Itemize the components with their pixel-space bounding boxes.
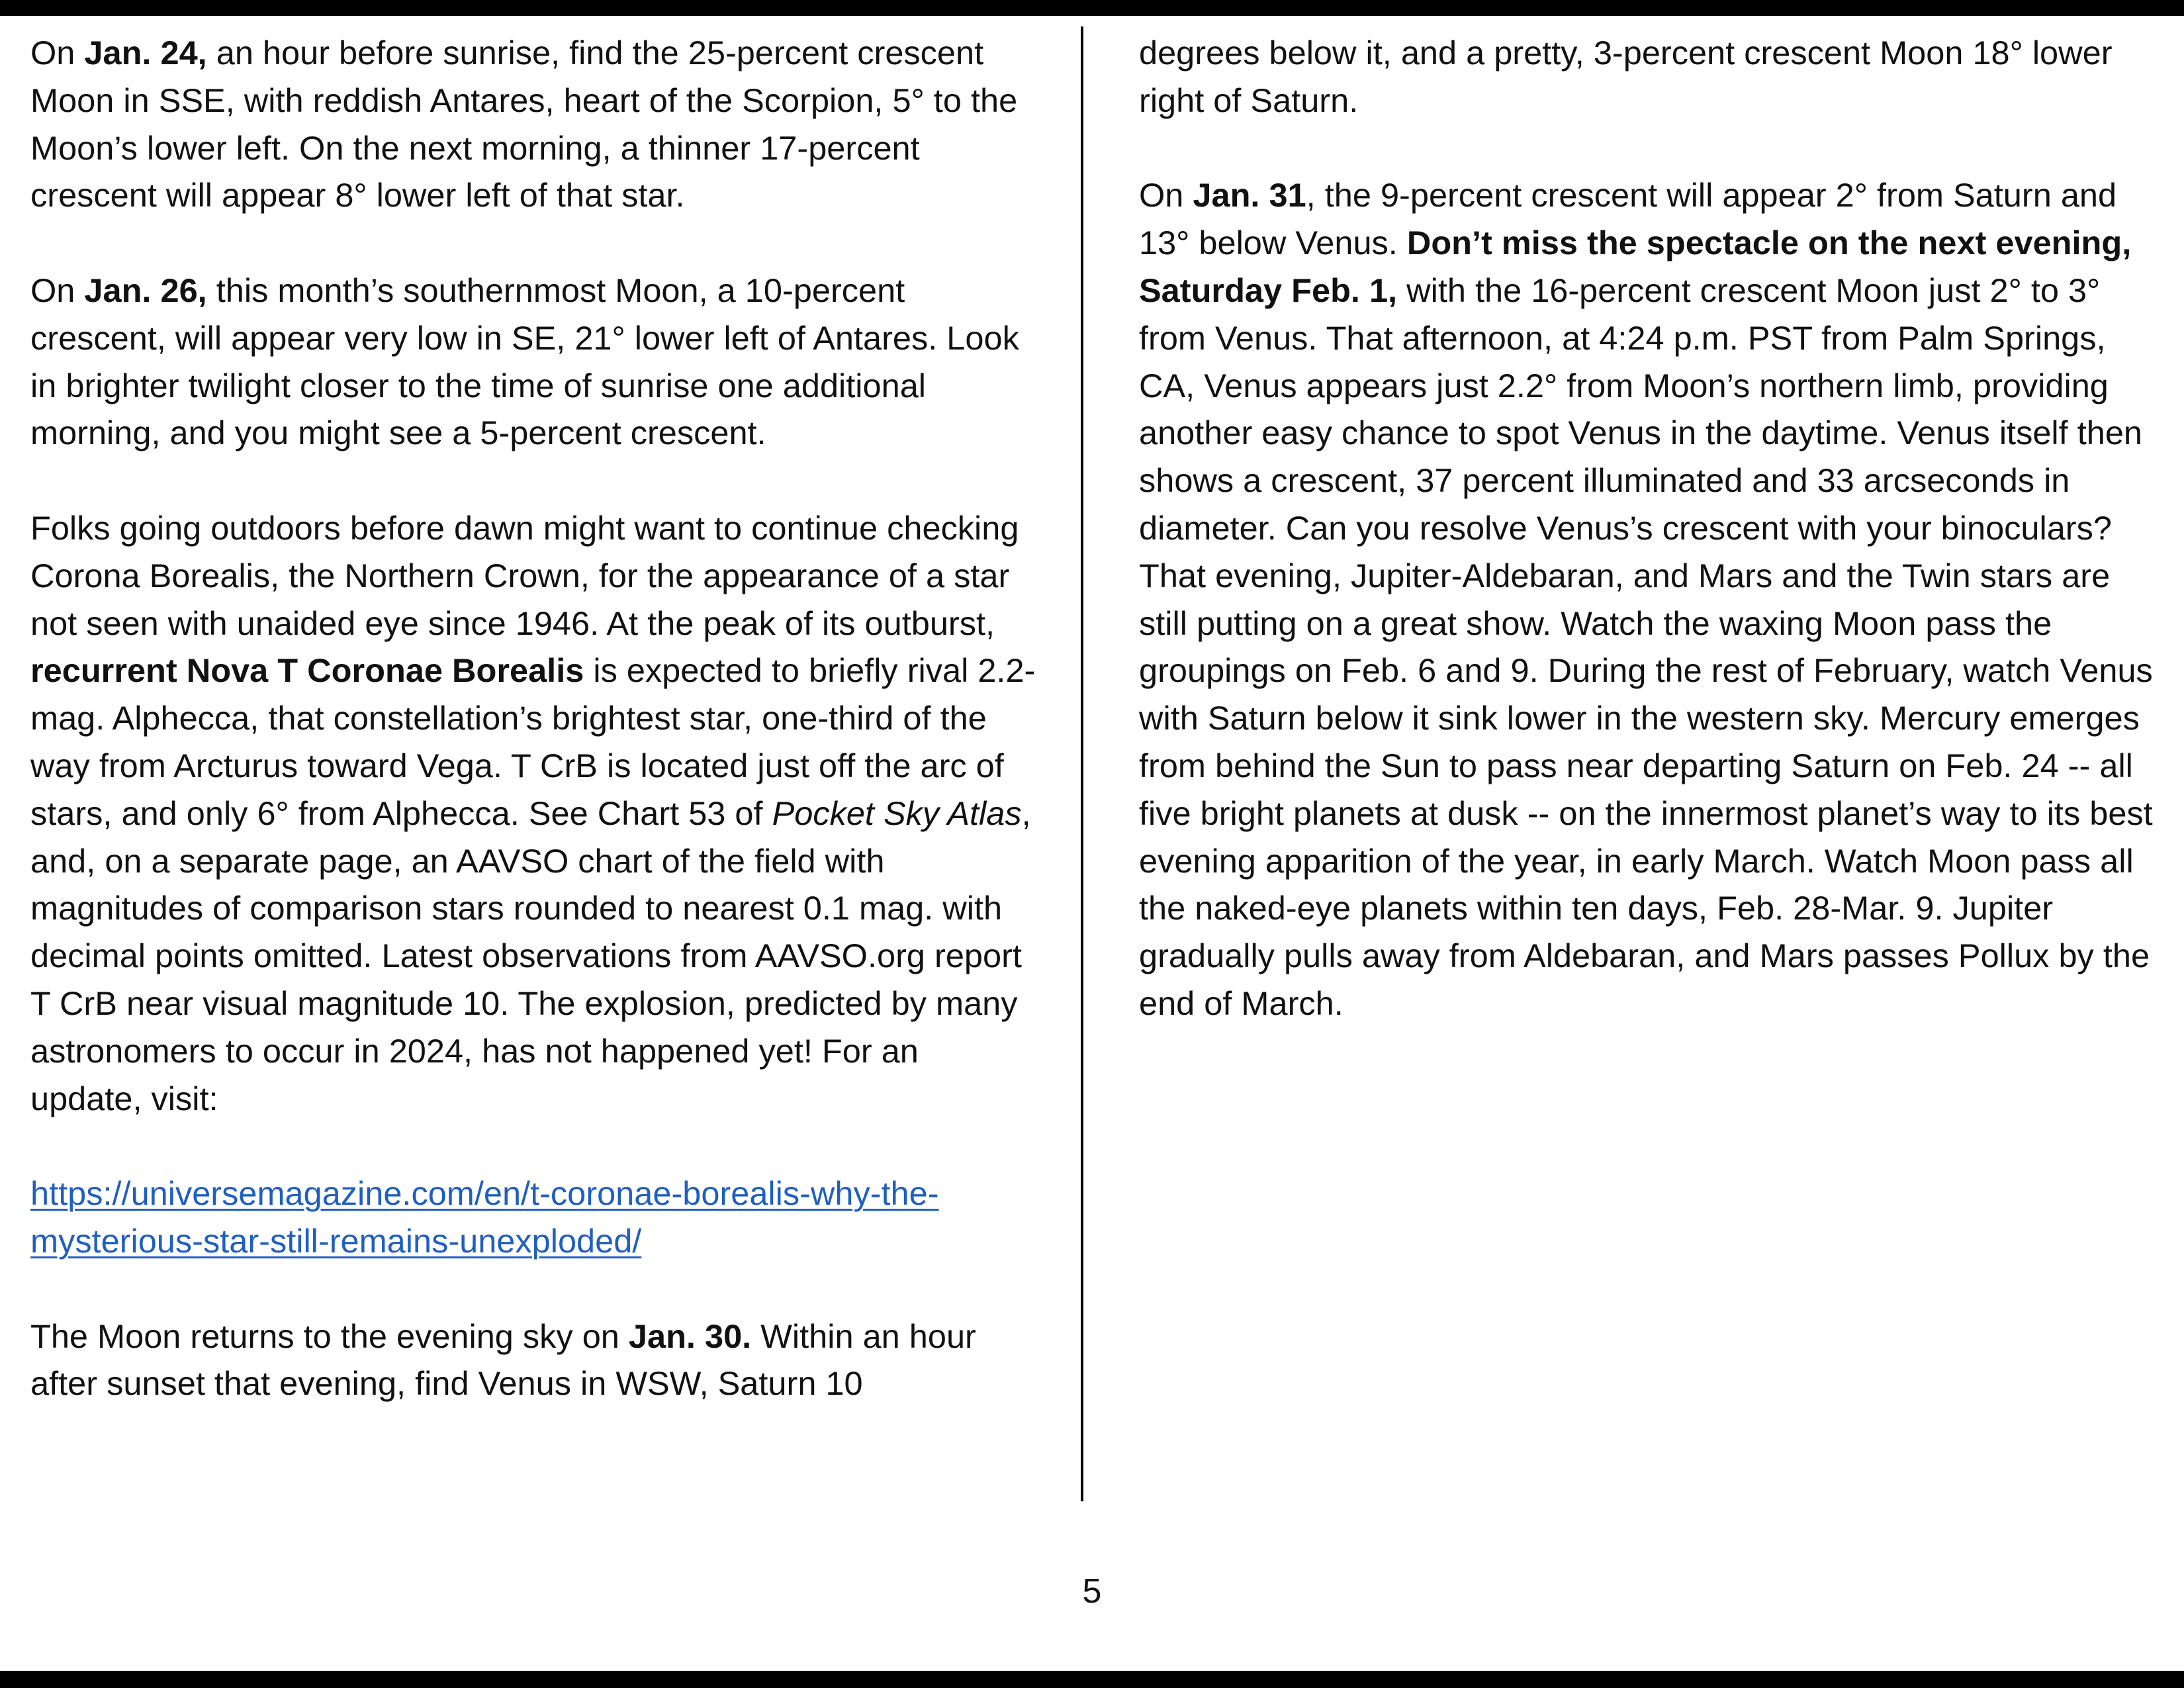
text-run: , and, on a separate page, an AAVSO chart of the field with magnitudes of comparison stars rounded to nearest 0.1 mag. with decimal points omitted. Latest observations from AAVSO.org report T CrB near visual magnitude 10. The explosion, predicted by many astronomers to occur in 2024, has not happened yet! For an update, visit: (30, 794, 1031, 1117)
top-border (0, 0, 2184, 16)
text-run: Folks going outdoors before dawn might want to continue checking Corona Borealis, the Northern Crown, for the appearance of a star not seen with unaided eye since 1946. At the peak of its outburst, (30, 508, 1019, 642)
paragraph-jan-26 (30, 267, 1036, 457)
text-run: The Moon returns to the evening sky on (30, 1317, 629, 1355)
date-highlight: Jan. 26, (84, 271, 207, 309)
text-run: is expected to briefly rival 2.2-mag. Alphecca, that constellation’s brightest star, one-third of the way from Arcturus toward Vega. T CrB is located just off the arc of stars, and only 6° from Alphecca. See Chart 53 of (30, 651, 1036, 832)
date-highlight: Jan. 30. (628, 1317, 752, 1355)
paragraph-jan-30 (30, 1313, 1036, 1408)
text-run: an hour before sunrise, find the 25-percent crescent Moon in SSE, with reddish Antares, heart of the Scorpion, 5° to the Moon’s lower left. On the next morning, a thinner 17-percent crescent will appear 8° lower left of that star. (30, 34, 1018, 214)
right-column (1139, 29, 2158, 1027)
paragraph-link (30, 1170, 1036, 1265)
text-run: , the 9-percent crescent will appear 2° from Saturn and 13° below Venus. (1139, 176, 2117, 262)
update-link[interactable]: https://universemagazine.com/en/t-coronae-borealis-why-the-mysterious-star-still-remains-unexploded/ (30, 1174, 939, 1260)
paragraph-jan-31 (1139, 171, 2158, 1027)
text-run: this month’s southernmost Moon, a 10-percent crescent, will appear very low in SE, 21° lower left of Antares. Look in brighter twilight closer to the time of sunrise one additional morning, and you might see a 5-percent crescent. (30, 271, 1019, 452)
text-run: with the 16-percent crescent Moon just 2° to 3° from Venus. That afternoon, at 4:24 p.m. PST from Palm Springs, CA, Venus appears just 2.2° from Moon’s northern limb, providing another easy chance to spot Venus in the daytime. Venus itself then shows a crescent, 37 percent illuminated and 33 arcseconds in diameter. Can you resolve Venus’s crescent with your binoculars? That evening, Jupiter-Aldebaran, and Mars and the Twin stars are still putting on a great show. Watch the waxing Moon pass the groupings on Feb. 6 and 9. During the rest of February, watch Venus with Saturn below it sink lower in the western sky. Mercury emerges from behind the Sun to pass near departing Saturn on Feb. 24 -- all five bright planets at dusk -- on the innermost planet’s way to its best evening apparition of the year, in early March. Watch Moon pass all the naked-eye planets within ten days, Feb. 28-Mar. 9. Jupiter gradually pulls away from Aldebaran, and Mars passes Pollux by the end of March. (1139, 271, 2153, 1022)
column-divider (1081, 26, 1083, 1501)
text-run: On (1139, 176, 1193, 214)
nova-name-highlight: recurrent Nova T Coronae Borealis (30, 651, 584, 690)
date-highlight: Jan. 31 (1193, 176, 1306, 214)
text-run: degrees below it, and a pretty, 3-percent crescent Moon 18° lower right of Saturn. (1139, 34, 2113, 119)
text-run: On (30, 34, 85, 71)
page-number: 5 (1082, 1572, 1102, 1611)
bottom-border (0, 1671, 2184, 1688)
paragraph-jan-24 (30, 29, 1036, 219)
spectacle-highlight: Don’t miss the spectacle on the next evening, Saturday Feb. 1, (1139, 224, 2132, 309)
paragraph-t-crb (30, 504, 1036, 1122)
paragraph-continued (1139, 29, 2158, 124)
book-title: Pocket Sky Atlas (772, 794, 1022, 832)
text-run: On (30, 271, 85, 309)
date-highlight: Jan. 24, (84, 34, 207, 71)
left-column (30, 29, 1036, 1407)
text-run: Within an hour after sunset that evening, find Venus in WSW, Saturn 10 (30, 1317, 976, 1403)
